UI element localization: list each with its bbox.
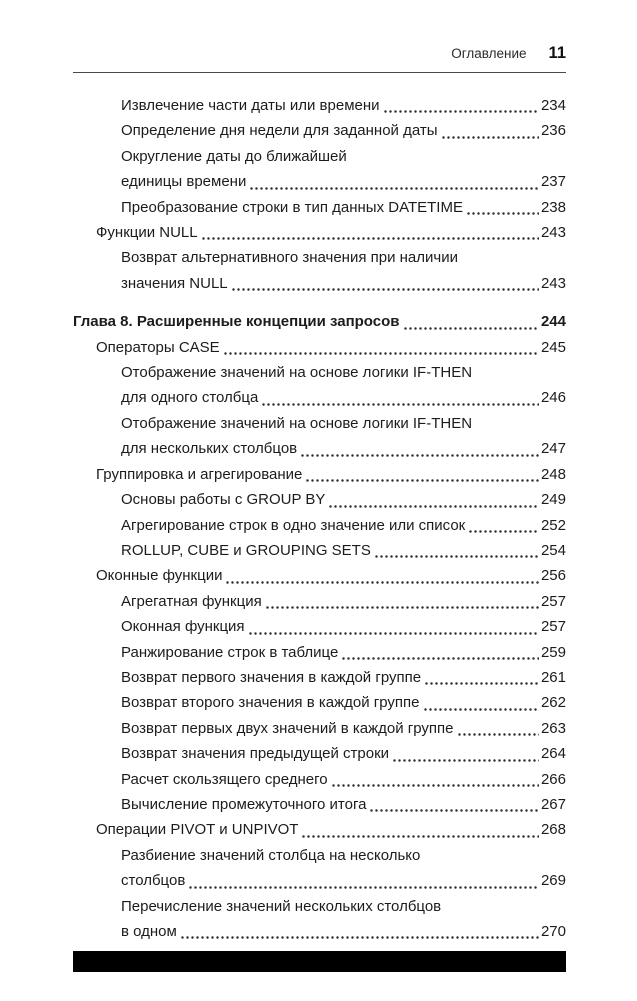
toc-entry-text: Ранжирование строк в таблице xyxy=(121,643,339,661)
toc-page-number: 262 xyxy=(540,694,566,712)
toc-entry-text: Возврат альтернативного значения при наличии xyxy=(121,249,458,267)
dotted-leader xyxy=(466,212,539,215)
footer-black-bar xyxy=(73,951,566,972)
toc-entry-text: Расчет скользящего среднего xyxy=(121,770,328,788)
toc-page-number: 254 xyxy=(540,541,566,559)
toc-entry-line xyxy=(121,868,566,893)
toc-entry xyxy=(96,563,566,588)
dotted-leader xyxy=(331,784,539,787)
toc-page-number: 263 xyxy=(540,719,566,737)
dotted-leader xyxy=(265,606,539,609)
toc-entry-text: значения NULL xyxy=(121,274,228,292)
toc-entry-line xyxy=(121,195,566,220)
toc-entry-text: Оконная функция xyxy=(121,618,245,636)
toc-entry-line xyxy=(121,271,566,296)
toc-entry xyxy=(96,817,566,842)
toc-entry-line xyxy=(121,144,566,169)
toc-entry-text: Возврат первых двух значений в каждой группе xyxy=(121,719,454,737)
toc-entry-line xyxy=(121,792,566,817)
toc-entry-text: Разбиение значений столбца на несколько xyxy=(121,846,421,864)
dotted-leader xyxy=(225,581,539,584)
toc-entry-text: Извлечение части даты или времени xyxy=(121,97,380,114)
toc-page-number: 256 xyxy=(540,567,566,585)
dotted-leader xyxy=(300,454,539,457)
dotted-leader xyxy=(403,327,539,330)
toc-entry-text: столбцов xyxy=(121,872,186,890)
toc-entry-text: Округление даты до ближайшей xyxy=(121,147,347,165)
toc-entry-text: Группировка и агрегирование xyxy=(96,465,303,483)
toc-entry xyxy=(121,411,566,462)
toc-entry-text: Операторы CASE xyxy=(96,338,220,356)
toc-entry-text: единицы времени xyxy=(121,173,247,191)
toc-entry-line xyxy=(96,817,566,842)
toc-entry xyxy=(96,462,566,487)
dotted-leader xyxy=(341,657,539,660)
toc-entry-line xyxy=(121,169,566,194)
toc-entry-line xyxy=(121,118,566,143)
toc-entry-line xyxy=(121,360,566,385)
dotted-leader xyxy=(383,110,539,113)
toc-entry-line xyxy=(121,690,566,715)
toc-page-number: 261 xyxy=(540,668,566,686)
toc-entry xyxy=(96,220,566,245)
toc-entry-text: Отображение значений на основе логики IF-THEN xyxy=(121,414,473,432)
toc-entry xyxy=(121,690,566,715)
dotted-leader xyxy=(423,708,539,711)
toc-entry xyxy=(121,894,566,945)
dotted-leader xyxy=(305,479,539,482)
toc-entry-line xyxy=(121,843,566,868)
dotted-leader xyxy=(188,886,539,889)
toc-entry xyxy=(121,487,566,512)
toc-page-number: 257 xyxy=(540,618,566,636)
toc-page-number: 267 xyxy=(540,795,566,813)
dotted-leader xyxy=(248,632,539,635)
toc-entry-line xyxy=(121,436,566,461)
toc-page-number: 259 xyxy=(540,643,566,661)
toc-entry-text: Агрегирование строк в одно значение или список xyxy=(121,516,466,534)
toc-entry-text: в одном xyxy=(121,923,177,940)
dotted-leader xyxy=(457,733,539,736)
toc-page-number: 244 xyxy=(540,313,566,331)
toc-page-number: 237 xyxy=(540,173,566,191)
toc-entry xyxy=(121,513,566,538)
toc-entry-line xyxy=(121,411,566,436)
toc-entry-text: для одного столбца xyxy=(121,389,259,407)
toc-page-number: 238 xyxy=(540,198,566,216)
dotted-leader xyxy=(441,136,539,139)
toc-entry-text: Вычисление промежуточного итога xyxy=(121,795,367,813)
toc-entry xyxy=(121,538,566,563)
toc-entry xyxy=(96,335,566,360)
dotted-leader xyxy=(328,505,539,508)
toc-entry-text: Возврат значения предыдущей строки xyxy=(121,745,390,763)
toc-entry-line xyxy=(121,385,566,410)
toc-entry xyxy=(121,665,566,690)
toc-page-number: 234 xyxy=(540,97,566,114)
toc-entry xyxy=(121,118,566,143)
toc-entry-line xyxy=(96,335,566,360)
dotted-leader xyxy=(231,288,539,291)
toc-entry-text: Отображение значений на основе логики IF-THEN xyxy=(121,364,473,382)
dotted-leader xyxy=(392,759,539,762)
toc-entry xyxy=(121,614,566,639)
dotted-leader xyxy=(261,403,539,406)
running-head-title: Оглавление xyxy=(451,46,527,61)
toc-entry-line xyxy=(96,462,566,487)
dotted-leader xyxy=(468,530,539,533)
dotted-leader xyxy=(201,237,539,240)
dotted-leader xyxy=(369,809,539,812)
toc-entry-text: Преобразование строки в тип данных DATETIME xyxy=(121,198,463,216)
toc-page-number: 246 xyxy=(540,389,566,407)
dotted-leader xyxy=(374,555,539,558)
toc-entry-text: Функции NULL xyxy=(96,224,198,242)
toc-entry-text: Возврат второго значения в каждой группе xyxy=(121,694,420,712)
toc-entry-line xyxy=(96,563,566,588)
toc-entry-line xyxy=(121,245,566,270)
running-head xyxy=(73,44,566,73)
toc-entry-text: ROLLUP, CUBE и GROUPING SETS xyxy=(121,541,371,559)
toc-entry-line xyxy=(121,614,566,639)
toc-entry-line xyxy=(121,640,566,665)
toc-entry-line xyxy=(121,767,566,792)
toc-page-number: 266 xyxy=(540,770,566,788)
toc-page-number: 248 xyxy=(540,465,566,483)
toc-chapter-entry xyxy=(73,309,566,334)
toc-entry-line xyxy=(121,919,566,944)
toc-entry xyxy=(121,144,566,195)
toc-entry-text: для нескольких столбцов xyxy=(121,440,298,458)
toc-page-number: 236 xyxy=(540,122,566,140)
dotted-leader xyxy=(301,835,539,838)
toc-entry xyxy=(121,640,566,665)
toc-entry-text: Возврат первого значения в каждой группе xyxy=(121,668,422,686)
dotted-leader xyxy=(180,936,539,939)
toc-page-number: 249 xyxy=(540,491,566,509)
toc-page-number: 247 xyxy=(540,440,566,458)
running-head-page-number: 11 xyxy=(548,44,566,62)
toc-page-number: 257 xyxy=(540,592,566,610)
toc-entry-text: Основы работы с GROUP BY xyxy=(121,491,326,509)
toc-entry xyxy=(121,716,566,741)
toc-entry-line xyxy=(96,220,566,245)
toc-page-number: 243 xyxy=(540,224,566,242)
toc-list xyxy=(73,93,566,944)
dotted-leader xyxy=(249,187,539,190)
toc-entry xyxy=(121,360,566,411)
toc-entry-text: Оконные функции xyxy=(96,567,223,585)
toc-entry xyxy=(121,792,566,817)
toc-page-number: 269 xyxy=(540,872,566,890)
toc-entry-line xyxy=(73,309,566,334)
toc-entry xyxy=(121,741,566,766)
toc-entry-line xyxy=(121,716,566,741)
toc-entry-text: Агрегатная функция xyxy=(121,592,262,610)
toc-entry-line xyxy=(121,538,566,563)
toc-page-number: 252 xyxy=(540,516,566,534)
toc-page-number: 245 xyxy=(540,338,566,356)
toc-entry-line xyxy=(121,589,566,614)
toc-page-number: 270 xyxy=(540,923,566,940)
toc-entry-text: Перечисление значений нескольких столбцов xyxy=(121,897,442,915)
toc-entry xyxy=(121,245,566,296)
toc-entry xyxy=(121,843,566,894)
toc-entry xyxy=(121,195,566,220)
toc-entry xyxy=(121,93,566,118)
toc-entry-text: Определение дня недели для заданной даты xyxy=(121,122,438,140)
toc-entry-line xyxy=(121,665,566,690)
toc-entry xyxy=(121,767,566,792)
toc-entry-line xyxy=(121,93,566,118)
toc-page-number: 264 xyxy=(540,745,566,763)
toc-entry xyxy=(121,589,566,614)
toc-entry-text: Глава 8. Расширенные концепции запросов xyxy=(73,313,400,331)
toc-page-number: 243 xyxy=(540,274,566,292)
toc-entry-line xyxy=(121,894,566,919)
toc-entry-line xyxy=(121,487,566,512)
toc-entry-line xyxy=(121,741,566,766)
dotted-leader xyxy=(424,682,539,685)
toc-entry-text: Операции PIVOT и UNPIVOT xyxy=(96,821,299,839)
toc-page-number: 268 xyxy=(540,821,566,839)
toc-entry-line xyxy=(121,513,566,538)
dotted-leader xyxy=(223,352,539,355)
